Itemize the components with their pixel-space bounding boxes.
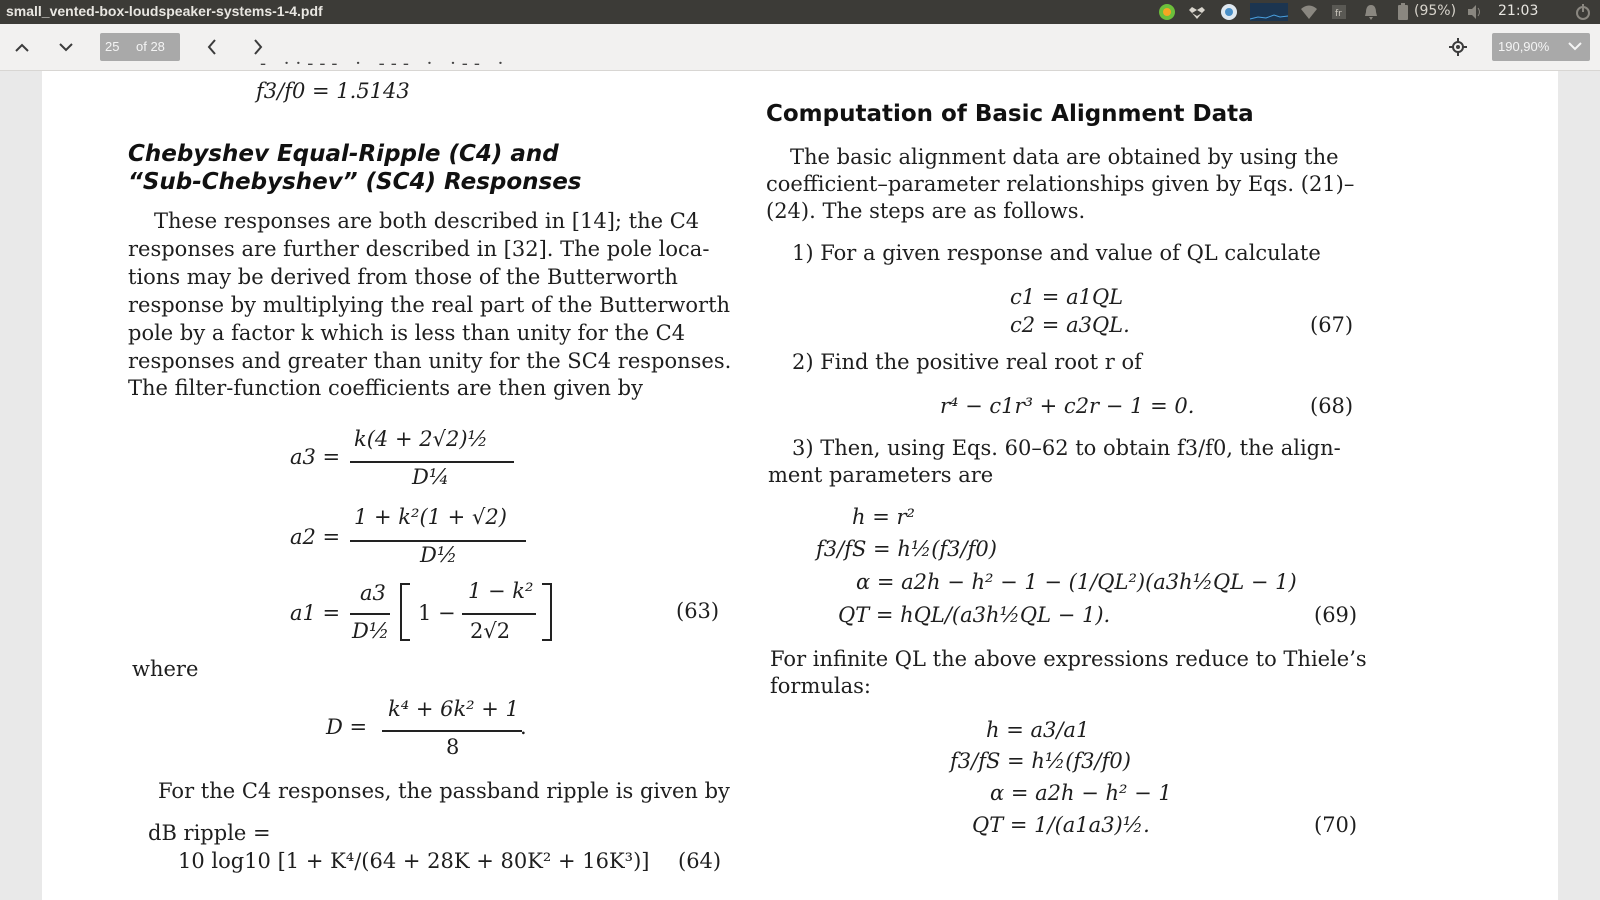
equation-r: r⁴ − c1r³ + c2r − 1 = 0. xyxy=(940,394,1195,418)
locate-button[interactable] xyxy=(1444,33,1472,61)
paragraph-line: The basic alignment data are obtained by using the xyxy=(790,145,1339,169)
equation-69-alpha: α = a2h − h² − 1 − (1/QL²)(a3h½QL − 1) xyxy=(856,570,1297,594)
equation-a1-inner-numerator: 1 − k² xyxy=(468,579,534,603)
battery-icon[interactable] xyxy=(1394,3,1412,21)
equation-D-denominator: 8 xyxy=(446,735,460,759)
step-2: 2) Find the positive real root r of xyxy=(792,350,1142,374)
wifi-icon[interactable] xyxy=(1300,3,1318,21)
ripple-line1: dB ripple = xyxy=(148,821,271,845)
sync-icon[interactable] xyxy=(1220,3,1238,21)
next-result-button[interactable] xyxy=(52,33,80,61)
volume-icon[interactable] xyxy=(1466,3,1484,21)
zoom-dropdown-icon xyxy=(1568,35,1582,60)
step-1: 1) For a given response and value of QL calculate xyxy=(792,241,1321,265)
equation-a2-lhs: a2 = xyxy=(290,525,341,549)
chevron-left-icon xyxy=(207,39,217,55)
page-number-box[interactable] xyxy=(100,33,180,61)
paragraph-infinite-line1: For infinite QL the above expressions reduce to Thiele’s xyxy=(770,647,1367,671)
fraction-bar xyxy=(350,613,390,615)
step-3-line2: ment parameters are xyxy=(768,463,994,487)
cut-off-line: - ··--- · --- · ·-- · xyxy=(260,53,510,74)
equation-70-h: h = a3/a1 xyxy=(986,718,1090,742)
equation-D-period: . xyxy=(520,715,527,739)
equation-69-qt: QT = hQL/(a3h½QL − 1). xyxy=(838,603,1111,627)
notification-bell-icon[interactable] xyxy=(1362,3,1380,21)
top-partial-equation: f3/f0 = 1.5143 xyxy=(256,79,410,103)
section-heading-line2: “Sub-Chebyshev” (SC4) Responses xyxy=(128,169,582,195)
equation-number-63: (63) xyxy=(676,599,720,623)
equation-a1-lhs: a1 = xyxy=(290,601,341,625)
paragraph-line: The filter-function coefficients are then given by xyxy=(128,376,643,400)
power-icon[interactable] xyxy=(1574,3,1592,21)
page-total: of 28 xyxy=(136,39,165,54)
equation-a1-denominator: D½ xyxy=(352,619,390,643)
clock[interactable]: 21:03 xyxy=(1498,3,1539,19)
keyboard-layout-icon[interactable] xyxy=(1330,3,1348,21)
paragraph-line: coefficient–parameter relationships given by Eqs. (21)– xyxy=(766,172,1355,196)
zoom-level: 190,90% xyxy=(1498,39,1550,54)
equation-69-h: h = r² xyxy=(852,505,915,529)
page-current[interactable]: 25 xyxy=(105,39,120,54)
right-section-heading: Computation of Basic Alignment Data xyxy=(766,101,1254,127)
equation-D-lhs: D = xyxy=(326,715,368,739)
pdf-page xyxy=(42,53,1558,900)
document-viewer[interactable] xyxy=(0,53,1600,900)
window-title-bar xyxy=(0,0,1600,24)
svg-text:fr: fr xyxy=(1335,9,1342,19)
paragraph-line: tions may be derived from those of the Butterworth xyxy=(128,265,678,289)
fraction-bar xyxy=(350,461,514,463)
equation-c1: c1 = a1QL xyxy=(1010,285,1124,309)
fraction-bar xyxy=(382,730,522,732)
zoom-selector[interactable] xyxy=(1492,33,1590,61)
equation-70-qt: QT = 1/(a1a3)½. xyxy=(972,813,1150,837)
section-heading-line1: Chebyshev Equal-Ripple (C4) and xyxy=(128,141,559,167)
equation-c2: c2 = a3QL. xyxy=(1010,313,1130,337)
equation-69-f: f3/fS = h½(f3/f0) xyxy=(816,537,997,561)
equation-a1-inner-denominator: 2√2 xyxy=(470,619,511,643)
equation-number-67: (67) xyxy=(1310,313,1354,337)
fraction-bar xyxy=(350,540,526,542)
paragraph-line: responses are further described in [32]. The pole loca- xyxy=(128,237,710,261)
paragraph-ripple: For the C4 responses, the passband ripple is given by xyxy=(158,779,730,803)
chevron-up-icon xyxy=(15,42,29,52)
equation-a2-numerator: 1 + k²(1 + √2) xyxy=(354,505,507,529)
equation-number-70: (70) xyxy=(1314,813,1358,837)
paragraph-line: (24). The steps are as follows. xyxy=(766,199,1086,223)
locate-icon xyxy=(1449,38,1467,56)
equation-number-69: (69) xyxy=(1314,603,1358,627)
battery-percent: (95%) xyxy=(1414,3,1457,19)
dropbox-icon[interactable] xyxy=(1188,3,1206,21)
ripple-line2: 10 log10 [1 + K⁴/(64 + 28K + 80K² + 16K³)] xyxy=(178,849,650,873)
left-bracket xyxy=(400,583,410,641)
right-bracket xyxy=(542,583,552,641)
equation-a3-lhs: a3 = xyxy=(290,445,341,469)
equation-D-numerator: k⁴ + 6k² + 1 xyxy=(388,697,519,721)
equation-a1-one: 1 − xyxy=(418,601,456,625)
previous-page-button[interactable] xyxy=(198,33,226,61)
equation-a3-denominator: D¼ xyxy=(412,465,450,489)
paragraph-infinite-line2: formulas: xyxy=(770,674,871,698)
equation-a3-numerator: k(4 + 2√2)½ xyxy=(354,427,488,451)
where-label: where xyxy=(132,657,199,681)
equation-number-64: (64) xyxy=(678,849,722,873)
paragraph-line: These responses are both described in [14]; the C4 xyxy=(154,209,700,233)
equation-70-alpha: α = a2h − h² − 1 xyxy=(990,781,1172,805)
equation-a2-denominator: D½ xyxy=(420,543,458,567)
viewer-toolbar xyxy=(0,24,1600,71)
previous-result-button[interactable] xyxy=(8,33,36,61)
step-3-line1: 3) Then, using Eqs. 60–62 to obtain f3/f0, the align- xyxy=(792,436,1341,460)
paragraph-line: responses and greater than unity for the SC4 responses. xyxy=(128,349,732,373)
paragraph-line: pole by a factor k which is less than unity for the C4 xyxy=(128,321,686,345)
equation-number-68: (68) xyxy=(1310,394,1354,418)
chat-app-icon[interactable] xyxy=(1158,3,1176,21)
equation-70-f: f3/fS = h½(f3/f0) xyxy=(950,749,1131,773)
window-title: small_vented-box-loudspeaker-systems-1-4.pdf xyxy=(6,3,323,19)
fraction-bar xyxy=(462,613,536,615)
chevron-down-icon xyxy=(59,42,73,52)
system-monitor-icon[interactable] xyxy=(1250,3,1288,21)
paragraph-line: response by multiplying the real part of the Butterworth xyxy=(128,293,731,317)
equation-a1-numerator: a3 xyxy=(360,581,386,605)
